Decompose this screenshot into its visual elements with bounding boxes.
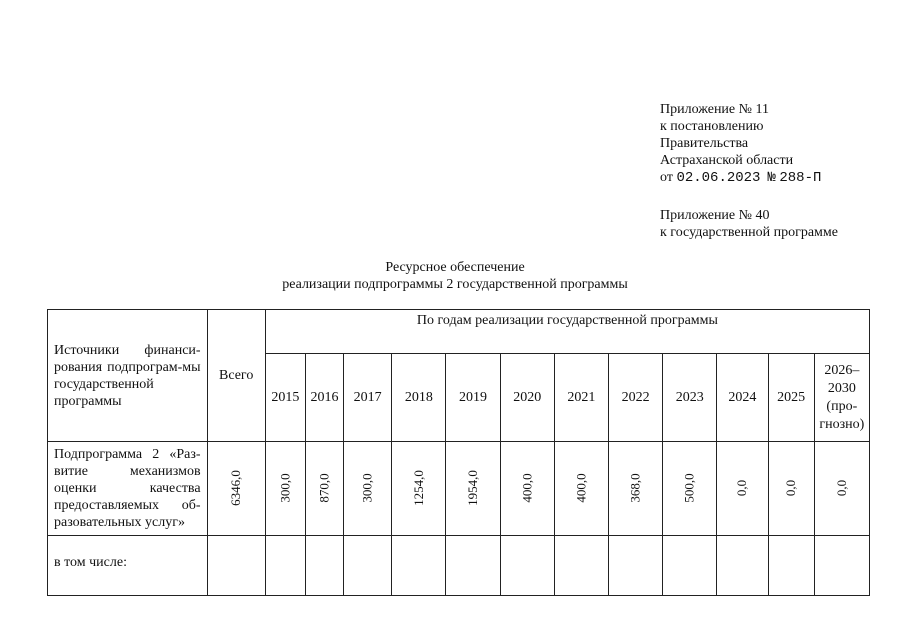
value-cell — [663, 442, 717, 536]
value-cell — [446, 442, 500, 536]
empty-cell — [717, 536, 768, 596]
value-cell — [305, 442, 343, 536]
year-header: 2022 — [608, 354, 662, 442]
empty-cell — [446, 536, 500, 596]
empty-cell — [663, 536, 717, 596]
document-number: 288-П — [779, 170, 822, 186]
year-header: 2025 — [768, 354, 814, 442]
empty-cell — [305, 536, 343, 596]
value-cell — [768, 442, 814, 536]
row-label-subprogram: Подпрограмма 2 «Раз-витие механизмов оценки качества предоставляемых об-разовательных услуг» — [48, 442, 208, 536]
row-total-cell — [207, 442, 265, 536]
empty-cell — [500, 536, 554, 596]
value-cell — [608, 442, 662, 536]
header-years-group: По годам реализации государственной программы — [265, 310, 869, 354]
value-cell — [814, 442, 869, 536]
table-row-including — [48, 536, 870, 596]
document-title-line-1: Ресурсное обеспечение — [385, 260, 525, 275]
year-header: 2016 — [305, 354, 343, 442]
value: 870,0 — [316, 473, 332, 503]
annex-line-3: Правительства — [660, 136, 749, 151]
header-row-1 — [48, 310, 870, 354]
row-label-including: в том числе: — [48, 536, 208, 596]
value: 0,0 — [783, 479, 799, 497]
table-row-subprogram — [48, 442, 870, 536]
empty-cell — [265, 536, 305, 596]
value-cell — [344, 442, 392, 536]
annex-date-line — [660, 169, 821, 187]
value-cell — [717, 442, 768, 536]
year-header: 2021 — [554, 354, 608, 442]
value: 0,0 — [833, 479, 849, 497]
annex2-line-1: Приложение № 40 — [660, 208, 770, 223]
annex2-line-2: к государственной программе — [660, 225, 838, 240]
empty-cell — [392, 536, 446, 596]
document-title-line-2: реализации подпрограммы 2 государственной программы — [282, 277, 628, 292]
value-cell — [500, 442, 554, 536]
document-date: 02.06.2023 — [676, 170, 761, 186]
year-header: 2020 — [500, 354, 554, 442]
year-header: 2018 — [392, 354, 446, 442]
value: 300,0 — [359, 473, 375, 503]
year-header: 2017 — [344, 354, 392, 442]
annex-line-2: к постановлению — [660, 119, 764, 134]
value-cell — [554, 442, 608, 536]
value: 400,0 — [573, 473, 589, 503]
year-header: 2024 — [717, 354, 768, 442]
value: 1954,0 — [465, 470, 480, 506]
empty-cell — [207, 536, 265, 596]
value: 0,0 — [734, 479, 750, 497]
value: 500,0 — [681, 473, 697, 503]
annex-block-2 — [660, 207, 838, 241]
empty-cell — [814, 536, 869, 596]
empty-cell — [554, 536, 608, 596]
value: 300,0 — [277, 473, 293, 503]
year-header: 2019 — [446, 354, 500, 442]
year-header: 2015 — [265, 354, 305, 442]
header-total: Всего — [207, 310, 265, 442]
value-cell — [265, 442, 305, 536]
resource-table — [47, 309, 870, 596]
empty-cell — [608, 536, 662, 596]
header-source: Источники финанси-рования подпрограм-мы государственной программы — [48, 310, 208, 442]
value: 1254,0 — [410, 470, 426, 506]
annex-line-1: Приложение № 11 — [660, 102, 769, 117]
row-total-value: 6346,0 — [228, 470, 244, 506]
number-prefix: № — [767, 170, 776, 186]
date-prefix: от — [660, 170, 673, 185]
annex-line-4: Астраханской области — [660, 153, 794, 168]
value: 400,0 — [519, 473, 535, 503]
empty-cell — [768, 536, 814, 596]
empty-cell — [344, 536, 392, 596]
year-header: 2023 — [663, 354, 717, 442]
value: 368,0 — [627, 473, 643, 503]
value-cell — [392, 442, 446, 536]
year-header-forecast: 2026–2030 (про-гнозно) — [814, 354, 869, 442]
annex-block — [660, 101, 821, 187]
